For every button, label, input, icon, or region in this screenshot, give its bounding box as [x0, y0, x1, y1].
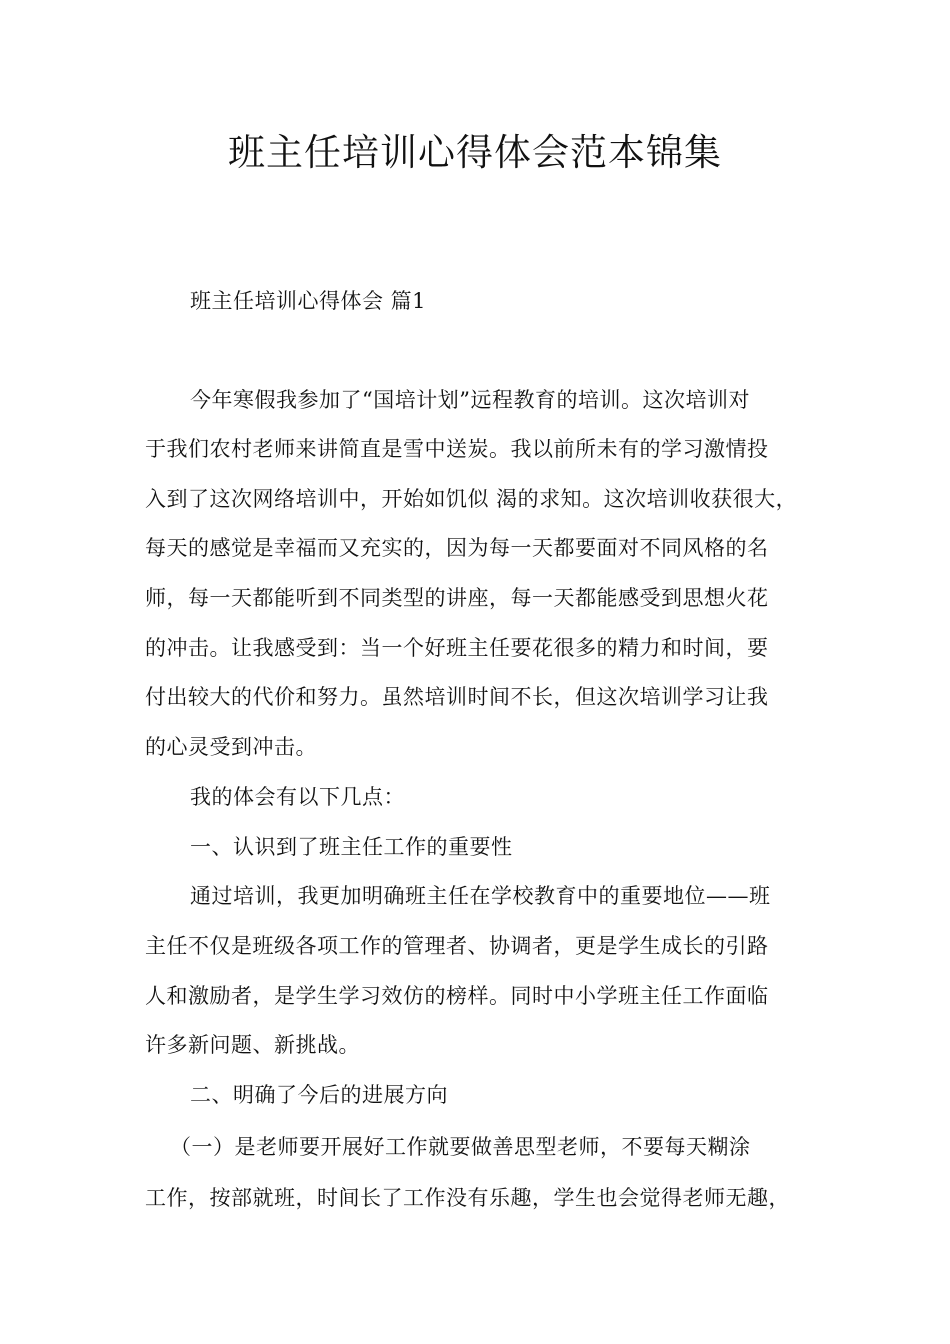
paragraph-line: 许多新问题、新挑战。	[145, 1033, 360, 1057]
paragraph-line: 入到了这次网络培训中，开始如饥似 渴的求知。这次培训收获很大，	[145, 487, 798, 511]
subheading-1: 一、认识到了班主任工作的重要性	[190, 835, 513, 859]
paragraph-line: 付出较大的代价和努力。虽然培训时间不长，但这次培训学习让我	[145, 685, 769, 709]
subheading-2: 二、明确了今后的进展方向	[190, 1083, 448, 1107]
document-title: 班主任培训心得体会范本锦集	[228, 131, 722, 174]
paragraph-line: 每天的感觉是幸福而又充实的，因为每一天都要面对不同风格的名	[145, 536, 769, 560]
paragraph-line: 通过培训，我更加明确班主任在学校教育中的重要地位——班	[190, 884, 771, 908]
paragraph-line: 人和激励者，是学生学习效仿的榜样。同时中小学班主任工作面临	[145, 984, 769, 1008]
paragraph-line: 工作，按部就班，时间长了工作没有乐趣，学生也会觉得老师无趣，	[145, 1186, 790, 1210]
paragraph-line: 的心灵受到冲击。	[145, 735, 317, 759]
paragraph-line: 主任不仅是班级各项工作的管理者、协调者，更是学生成长的引路	[145, 934, 769, 958]
paragraph-line: 于我们农村老师来讲简直是雪中送炭。我以前所未有的学习激情投	[145, 437, 769, 461]
section-heading: 班主任培训心得体会 篇1	[190, 289, 427, 313]
paragraph-line: 的冲击。让我感受到：当一个好班主任要花很多的精力和时间，要	[145, 636, 769, 660]
paragraph-line: 今年寒假我参加了“国培计划”远程教育的培训。这次培训对	[190, 388, 750, 412]
paragraph-line: 师，每一天都能听到不同类型的讲座，每一天都能感受到思想火花	[145, 586, 769, 610]
paragraph-line: 我的体会有以下几点：	[190, 785, 405, 809]
paragraph-line: （一）是老师要开展好工作就要做善思型老师，不要每天糊涂	[170, 1135, 751, 1159]
